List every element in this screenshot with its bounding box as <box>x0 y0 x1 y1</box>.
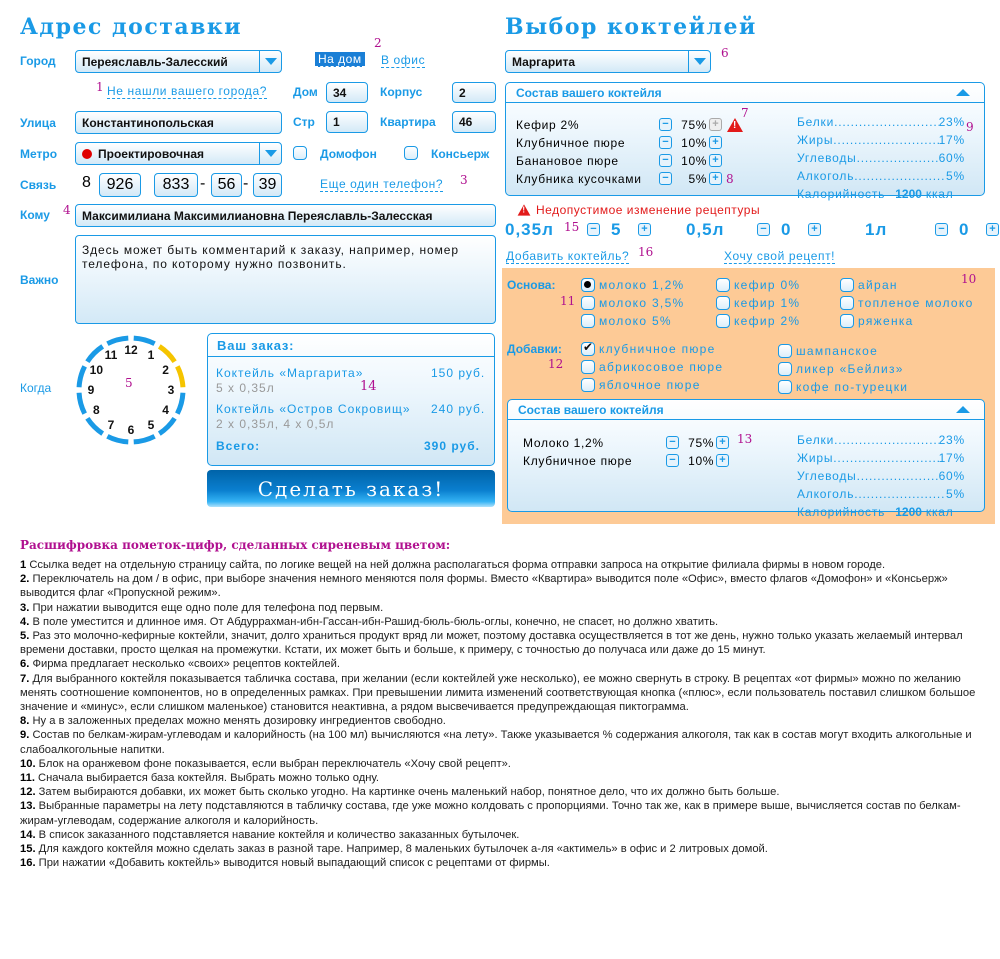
clock-interval-segment[interactable] <box>107 436 128 442</box>
when-label: Когда <box>20 381 52 395</box>
nutrition-row <box>797 433 965 447</box>
order-total-label: Всего: <box>216 439 261 453</box>
base-radio[interactable] <box>581 296 595 310</box>
mark-2: 2 <box>374 36 382 50</box>
additive-option-label: абрикосовое пюре <box>599 360 724 374</box>
nutrition-row <box>797 115 965 129</box>
volume-label: 1л <box>865 220 888 239</box>
street-input[interactable] <box>75 111 282 134</box>
mark-1: 1 <box>96 80 104 94</box>
note-text: Ну а в заложенных пределах можно менять дозировку ингредиентов свободно. <box>32 715 446 728</box>
calories-unit: ккал <box>925 505 954 519</box>
apartment-input[interactable] <box>452 111 496 133</box>
nutrition-dots <box>854 169 946 183</box>
clock-hour-label: 2 <box>162 363 169 377</box>
plus-button[interactable]: + <box>716 454 729 467</box>
note-text: Фирма предлагает несколько «своих» рецептов коктейлей. <box>32 658 340 671</box>
custom-composition-header[interactable] <box>508 400 984 420</box>
recipe-warning <box>516 203 760 217</box>
additive-option-label: шампанское <box>796 344 879 358</box>
submit-order-button[interactable]: Сделать заказ! <box>207 470 495 507</box>
ingredient-name: Кефир 2% <box>516 118 580 132</box>
base-radio[interactable] <box>581 314 595 328</box>
note-text: Выбранные параметры на лету подставляются в табличку состава, где уже можно колдовать с пропорциями. Точно так же, как в примере выше, вычисляется состав по белкам-жирам-углеводам, содержание алкоголя и калорийность. <box>20 800 961 827</box>
warning-triangle <box>727 118 743 132</box>
intercom-checkbox[interactable] <box>293 146 307 160</box>
structure-value: 1 <box>333 115 340 129</box>
note-item <box>20 672 990 715</box>
clock-hour-label: 12 <box>124 343 138 357</box>
note-number: 4. <box>20 615 30 628</box>
mark-16: 16 <box>638 245 654 259</box>
clock-interval-segment[interactable] <box>87 346 102 361</box>
phone-part2-value: 56 <box>217 176 236 193</box>
recipe-value: Маргарита <box>512 54 576 69</box>
notes-section <box>20 538 990 870</box>
structure-label: Стр <box>293 115 315 129</box>
minus-button[interactable]: − <box>935 223 948 236</box>
nutrition-row <box>797 151 965 165</box>
base-radio[interactable] <box>840 314 854 328</box>
note-text: Затем выбираются добавки, их может быть сколько угодно. На картинке очень маленький набор, понятное дело, что их должно быть больше. <box>38 786 780 799</box>
minus-button[interactable]: − <box>659 136 672 149</box>
note-text: Переключатель на дом / в офис, при выборе значения немного меняются поля формы. Вместо «Квартира» выводится поле «Офис», вместо флагов «Домофон» и «Консьерж» выводится флаг «Пропускной режим». <box>20 573 948 600</box>
clock-hour-label: 9 <box>87 383 95 397</box>
metro-value: Проектировочная <box>98 146 205 161</box>
ingredient-percent: 75% <box>688 436 714 450</box>
phone-part1-input[interactable] <box>154 173 198 197</box>
nutrition-row <box>797 133 965 147</box>
metro-select[interactable] <box>75 142 282 165</box>
city-value: Переяславль-Залесский <box>82 54 228 69</box>
ingredient-percent: 10% <box>688 454 714 468</box>
clock-hour-label: 7 <box>107 417 115 432</box>
nutrition-name: Жиры <box>797 451 834 465</box>
mark-12: 12 <box>548 357 564 371</box>
note-item <box>20 629 990 657</box>
mark-4: 4 <box>63 203 71 217</box>
note-number: 2. <box>20 573 30 586</box>
comment-value: Здесь может быть комментарий к заказу, например, номер телефона, по которому нужно позвонить. <box>82 243 459 271</box>
volume-count: 5 <box>611 220 622 239</box>
note-text: Сначала выбирается база коктейля. Выбрать можно только одну. <box>38 772 380 785</box>
order-item-detail: 2 x 0,35л, 4 x 0,5л <box>216 417 335 431</box>
clock-hour-label: 4 <box>162 403 169 417</box>
additive-option-label: яблочное пюре <box>599 378 701 392</box>
base-option-label: ряженка <box>858 314 914 328</box>
note-number: 1 <box>20 559 27 571</box>
clock-hour-label: 6 <box>127 423 135 437</box>
clock-hour-label: 1 <box>147 348 155 363</box>
order-item-price: 240 руб. <box>431 402 486 416</box>
clock-interval-segment[interactable] <box>134 436 155 442</box>
phone-separator: - <box>200 175 206 192</box>
contact-label: Связь <box>20 178 57 192</box>
recipe-dropdown-arrow[interactable] <box>688 51 710 72</box>
delivery-time-clock <box>75 334 187 446</box>
base-option-label: кефир 1% <box>734 296 801 310</box>
nutrition-value: 5% <box>946 169 965 183</box>
mark-10: 10 <box>961 272 977 286</box>
phone-separator: - <box>243 175 249 192</box>
nutrition-name: Белки <box>797 115 835 129</box>
nutrition-dots <box>833 451 938 465</box>
minus-button[interactable]: − <box>757 223 770 236</box>
mark-5: 5 <box>125 376 133 390</box>
structure-input[interactable] <box>326 111 368 133</box>
note-item <box>20 785 990 799</box>
note-item <box>20 615 990 629</box>
note-number: 12. <box>20 786 36 799</box>
additive-option-label: ликер «Бейлиз» <box>796 362 904 376</box>
note-text: Раз это молочно-кефирные коктейли, значит, долго храниться продукт вряд ли может, поэтому доставка осуществляется в тот же день, нужно только указать желаемый интервал времени доставки, просто щелкая на промежутки. Кстати, их может быть и больше, к примеру, с точностью до получаса или даже до 15 минут. <box>20 630 963 657</box>
nutrition-row <box>797 487 965 501</box>
note-item <box>20 856 990 870</box>
additive-option-label: кофе по-турецки <box>796 380 909 394</box>
note-text: Для каждого коктейля можно сделать заказ в разной таре. Например, 8 маленьких бутылочек а-ля «актимель» в офис и 2 литровых домой. <box>38 843 768 856</box>
calories-label: Калорийность <box>797 505 886 519</box>
nutrition-value: 17% <box>938 133 965 147</box>
nutrition-value: 60% <box>938 151 965 165</box>
chevron-down-icon <box>265 150 277 157</box>
nutrition-dots <box>834 115 938 129</box>
metro-dropdown-arrow[interactable] <box>259 143 281 164</box>
note-text: Состав по белкам-жирам-углеводам и калорийность (на 100 мл) вычисляются «на лету». Также указывается % содержания алкоголя, так как в состав могут входить алкогольные и слабоалкогольные напитки. <box>20 729 972 756</box>
minus-button[interactable]: − <box>659 154 672 167</box>
own-recipe-link[interactable]: Хочу свой рецепт! <box>724 249 836 263</box>
additive-option-label: клубничное пюре <box>599 342 716 356</box>
calories-row <box>797 187 954 201</box>
plus-button[interactable]: + <box>808 223 821 236</box>
mark-11: 11 <box>560 294 576 308</box>
note-text: Для выбранного коктейля показывается табличка состава, при желании (если коктейлей уже несколько), ее можно свернуть в строку. В рецептах «от фирмы» можно по желанию менять соотношение компонентов, но в определенных рамках. При превышении лимита изменений соответствующая кнопка («плюс», если пользователь поставил слишком большое значение и «минус», если слишком маленькое) становится неактивна, а рядом высвечивается предупреждающая пиктограмма. <box>20 672 976 714</box>
nutrition-value: 60% <box>938 469 965 483</box>
ingredient-name: Клубничное пюре <box>516 136 626 150</box>
additives-label: Добавки: <box>507 342 562 356</box>
phone-prefix: 8 <box>82 174 91 191</box>
nutrition-value: 5% <box>946 487 965 501</box>
ingredient-percent: 5% <box>688 172 707 186</box>
nutrition-name: Алкоголь <box>797 169 855 183</box>
note-text: При нажатии выводится еще одно поле для телефона под первым. <box>32 601 384 614</box>
nutrition-row <box>797 469 965 483</box>
additive-checkbox[interactable] <box>778 344 792 358</box>
ingredient-percent: 10% <box>681 154 707 168</box>
another-phone-link[interactable]: Еще один телефон? <box>320 177 444 191</box>
note-item <box>20 601 990 615</box>
note-item <box>20 799 990 827</box>
warning-icon <box>518 204 531 215</box>
plus-button[interactable]: + <box>709 154 722 167</box>
order-item-name: Коктейль «Маргарита» <box>216 366 364 380</box>
clock-interval-segment[interactable] <box>159 346 174 361</box>
volume-label: 0,5л <box>686 220 725 239</box>
volume-count: 0 <box>781 220 792 239</box>
note-item <box>20 842 990 856</box>
note-item <box>20 757 990 771</box>
house-value: 34 <box>333 85 347 100</box>
ingredient-percent: 10% <box>681 136 707 150</box>
order-summary-title: Ваш заказ: <box>208 334 494 357</box>
clock-hour-label: 3 <box>167 383 175 397</box>
base-radio[interactable] <box>716 296 730 310</box>
calories-unit: ккал <box>925 187 954 201</box>
mark-3: 3 <box>460 173 468 187</box>
city-not-found-link[interactable]: Не нашли вашего города? <box>107 84 267 98</box>
mark-7: 7 <box>741 106 749 120</box>
nutrition-dots <box>833 133 938 147</box>
building-input[interactable] <box>452 82 496 103</box>
nutrition-name: Жиры <box>797 133 834 147</box>
note-item <box>20 714 990 728</box>
clock-hour-label: 8 <box>93 403 100 417</box>
important-label: Важно <box>20 273 59 287</box>
city-select[interactable] <box>75 50 282 73</box>
order-item-name: Коктейль «Остров Сокровищ» <box>216 402 411 416</box>
base-radio[interactable] <box>840 278 854 292</box>
base-option-label: топленое молоко <box>858 296 974 310</box>
base-radio[interactable] <box>840 296 854 310</box>
note-number: 15. <box>20 843 36 856</box>
comment-textarea[interactable] <box>75 235 496 324</box>
order-item-price: 150 руб. <box>431 366 486 380</box>
recipe-select[interactable] <box>505 50 711 73</box>
clock-interval-segment[interactable] <box>87 418 102 433</box>
intercom-label: Домофон <box>320 147 377 161</box>
house-label: Дом <box>293 85 318 99</box>
phone-code-input[interactable] <box>99 173 141 197</box>
calories-label: Калорийность <box>797 187 886 201</box>
composition-title: Состав вашего коктейля <box>516 85 662 100</box>
mark-15: 15 <box>564 220 580 234</box>
mark-14: 14 <box>360 379 377 394</box>
phone-part2-input[interactable] <box>211 173 242 197</box>
apartment-label: Квартира <box>380 115 436 129</box>
notes-list <box>20 558 990 870</box>
nutrition-name: Углеводы <box>797 469 857 483</box>
clock-hour-label: 11 <box>104 348 118 363</box>
note-item <box>20 558 990 572</box>
nutrition-name: Белки <box>797 433 835 447</box>
minus-button[interactable]: − <box>666 454 679 467</box>
ingredient-name: Молоко 1,2% <box>523 436 604 450</box>
street-value: Константинопольская <box>82 115 214 130</box>
clock-hour-label: 10 <box>89 363 104 377</box>
minus-button[interactable]: − <box>666 436 679 449</box>
note-text: Ссылка ведет на отдельную страницу сайта, по логике вещей на ней должна располагаться форма отправки запроса на открытие филиала фирмы в новом городе. <box>29 559 886 571</box>
collapse-icon[interactable] <box>956 89 970 96</box>
calories-value: 1200 <box>895 187 922 201</box>
clock-hour-label: 5 <box>147 417 155 432</box>
note-number: 7. <box>20 672 30 685</box>
base-radio[interactable] <box>716 278 730 292</box>
plus-button[interactable]: + <box>638 223 651 236</box>
nutrition-dots <box>854 487 946 501</box>
volume-label: 0,35л <box>505 220 554 239</box>
note-text: При нажатии «Добавить коктейль» выводится новый выпадающий список с рецептами от фирмы. <box>38 857 550 870</box>
city-dropdown-arrow[interactable] <box>259 51 281 72</box>
ingredient-name: Клубника кусочками <box>516 172 642 186</box>
note-number: 10. <box>20 757 36 770</box>
note-number: 9. <box>20 729 30 742</box>
note-text: Блок на оранжевом фоне показывается, если выбран переключатель «Хочу свой рецепт». <box>38 757 511 770</box>
ingredient-name: Банановое пюре <box>516 154 619 168</box>
nutrition-value: 23% <box>938 433 965 447</box>
clock-interval-segment[interactable] <box>159 418 174 433</box>
calories-row <box>797 505 954 519</box>
nutrition-value: 17% <box>938 451 965 465</box>
note-item <box>20 728 990 756</box>
phone-part1-value: 833 <box>162 176 190 193</box>
phone-code-value: 926 <box>106 176 134 193</box>
house-input[interactable] <box>326 82 368 103</box>
note-number: 5. <box>20 630 30 643</box>
calories-value: 1200 <box>895 505 922 519</box>
minus-button[interactable]: − <box>587 223 600 236</box>
toggle-office[interactable]: В офис <box>381 53 426 67</box>
city-label: Город <box>20 54 56 68</box>
note-text: В поле уместится и длинное имя. От Абдуррахман-ибн-Гассан-ибн-Рашид-бюль-бюль-оглы, конечно, не спасет, но должно хватить. <box>32 615 719 628</box>
note-item <box>20 572 990 600</box>
plus-button[interactable]: + <box>709 136 722 149</box>
building-label: Корпус <box>380 85 423 99</box>
cocktails-title: Выбор коктейлей <box>505 14 757 40</box>
mark-6: 6 <box>721 46 729 60</box>
mark-9: 9 <box>966 120 974 134</box>
toggle-home[interactable]: На дом <box>315 52 365 67</box>
base-radio[interactable] <box>716 314 730 328</box>
minus-button[interactable]: − <box>659 118 672 131</box>
concierge-checkbox[interactable] <box>404 146 418 160</box>
volume-count: 0 <box>959 220 970 239</box>
mark-13: 13 <box>737 432 753 446</box>
delivery-title: Адрес доставки <box>20 14 243 40</box>
add-cocktail-link[interactable]: Добавить коктейль? <box>506 249 630 263</box>
nutrition-row <box>797 451 965 465</box>
nutrition-name: Углеводы <box>797 151 857 165</box>
composition-panel-header[interactable] <box>506 83 984 103</box>
nutrition-dots <box>857 151 939 165</box>
plus-button[interactable]: + <box>986 223 999 236</box>
plus-button[interactable]: + <box>716 436 729 449</box>
order-item-detail: 5 x 0,35л <box>216 381 275 395</box>
additive-checkbox[interactable] <box>778 362 792 376</box>
nutrition-name: Алкоголь <box>797 487 855 501</box>
chevron-down-icon <box>694 58 706 65</box>
nutrition-dots <box>834 433 938 447</box>
note-text: В список заказанного подставляется навание коктейля и количество заказанных бутылочек. <box>38 828 520 841</box>
note-number: 3. <box>20 601 30 614</box>
notes-title: Расшифровка пометок-цифр, сделанных сиреневым цветом: <box>20 538 451 552</box>
collapse-icon[interactable] <box>956 406 970 413</box>
base-label: Основа: <box>507 278 556 292</box>
base-option-label: кефир 2% <box>734 314 801 328</box>
mark-8: 8 <box>726 172 734 186</box>
plus-button[interactable]: + <box>709 118 722 131</box>
nutrition-dots <box>857 469 939 483</box>
metro-label: Метро <box>20 147 58 161</box>
recipient-value: Максимилиана Максимилиановна Переяславль-Залесская <box>82 208 433 223</box>
note-item <box>20 771 990 785</box>
note-item <box>20 657 990 671</box>
order-total-value: 390 руб. <box>424 439 480 453</box>
note-number: 13. <box>20 800 36 813</box>
additive-checkbox[interactable] <box>581 342 595 356</box>
recipient-input[interactable] <box>75 204 496 227</box>
additive-checkbox[interactable] <box>581 378 595 392</box>
apartment-value: 46 <box>459 115 473 129</box>
plus-button[interactable]: + <box>709 172 722 185</box>
note-number: 11. <box>20 772 35 785</box>
base-option-label: молоко 3,5% <box>599 296 685 310</box>
concierge-label: Консьерж <box>431 147 490 161</box>
chevron-down-icon <box>265 58 277 65</box>
note-number: 6. <box>20 658 30 671</box>
phone-part3-value: 39 <box>258 176 277 193</box>
minus-button[interactable]: − <box>659 172 672 185</box>
warning-icon <box>727 118 743 132</box>
base-option-label: молоко 1,2% <box>599 278 685 292</box>
additive-checkbox[interactable] <box>581 360 595 374</box>
phone-part3-input[interactable] <box>253 173 282 197</box>
note-number: 16. <box>20 857 36 870</box>
nutrition-value: 23% <box>938 115 965 129</box>
street-label: Улица <box>20 116 56 130</box>
ingredient-name: Клубничное пюре <box>523 454 633 468</box>
note-item <box>20 828 990 842</box>
base-option-label: кефир 0% <box>734 278 801 292</box>
note-number: 14. <box>20 828 36 841</box>
ingredient-percent: 75% <box>681 118 707 132</box>
nutrition-row <box>797 169 965 183</box>
base-radio[interactable] <box>581 278 595 292</box>
base-option-label: молоко 5% <box>599 314 672 328</box>
custom-composition-title: Состав вашего коктейля <box>518 402 664 417</box>
note-number: 8. <box>20 715 30 728</box>
base-option-label: айран <box>858 278 898 292</box>
building-value: 2 <box>459 85 466 100</box>
additive-checkbox[interactable] <box>778 380 792 394</box>
recipient-label: Кому <box>20 208 50 222</box>
warning-text: Недопустимое изменение рецептуры <box>536 203 761 217</box>
metro-line-icon <box>82 149 92 159</box>
